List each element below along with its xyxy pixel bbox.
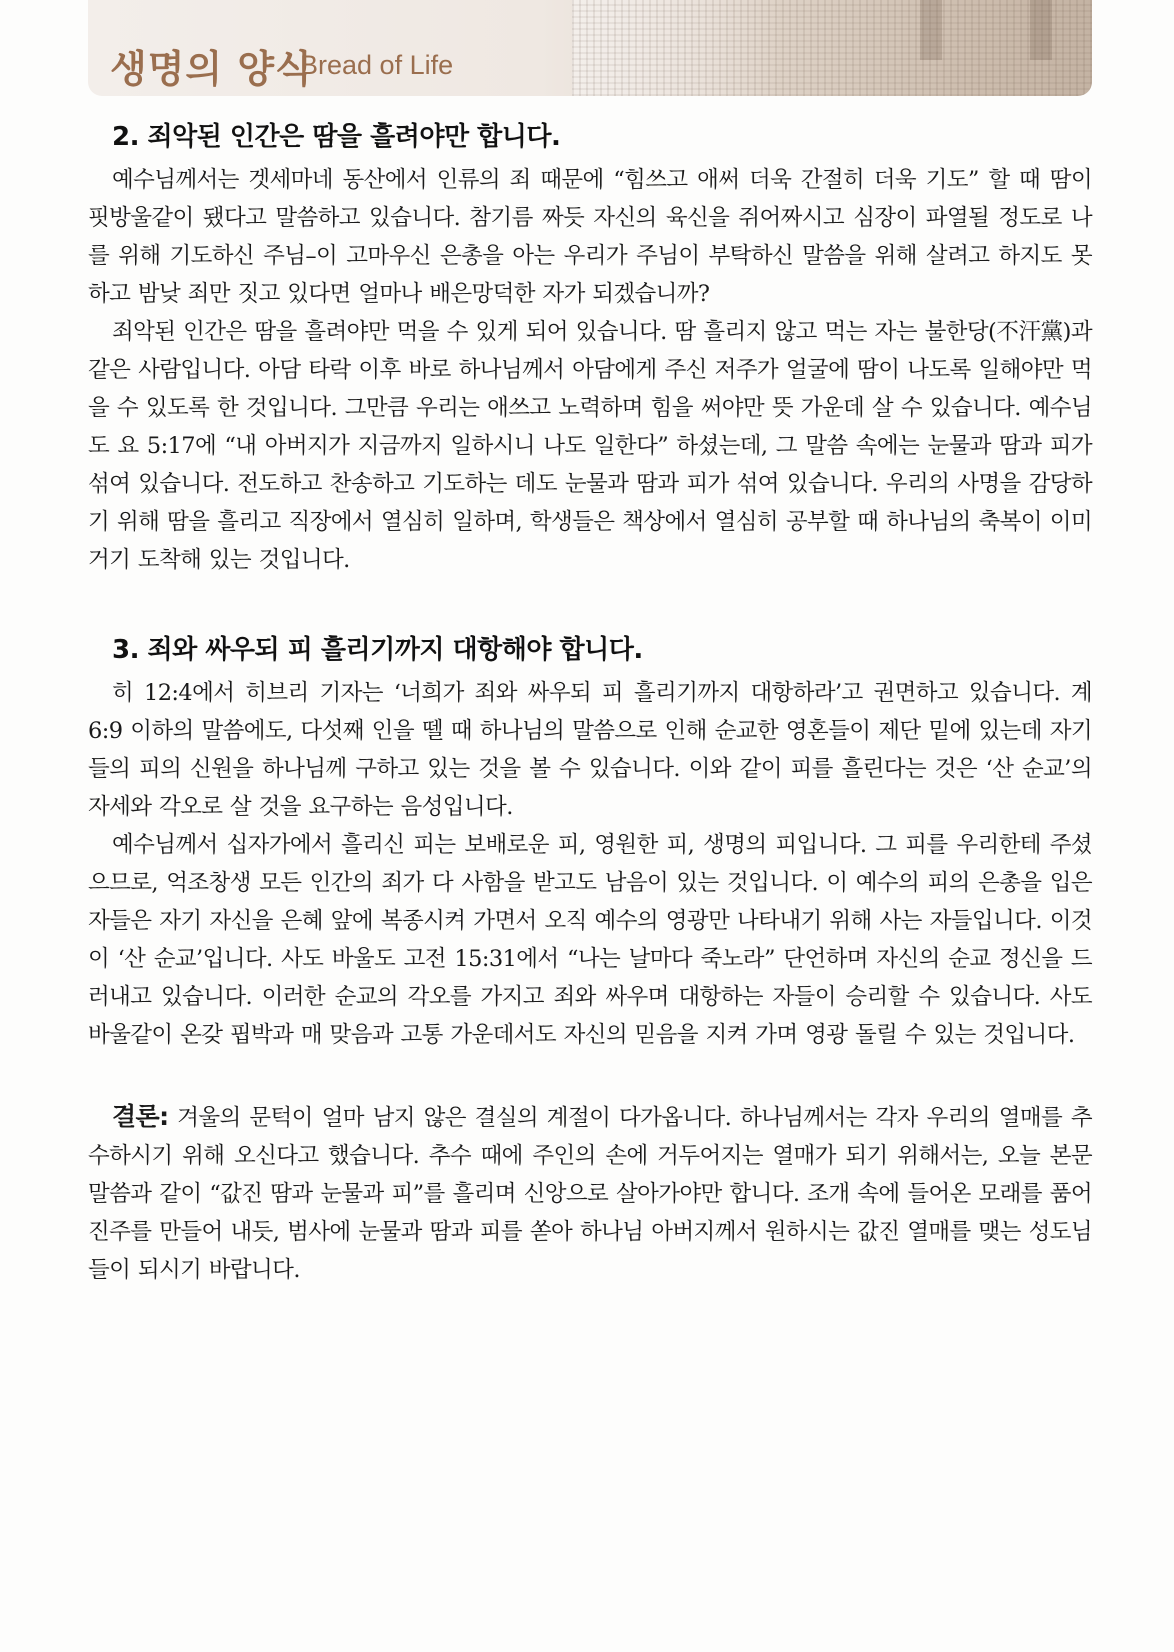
paragraph: 예수님께서 십자가에서 흘리신 피는 보배로운 피, 영원한 피, 생명의 피입니다. 그 피를 우리한테 주셨으므로, 억조창생 모든 인간의 죄가 다 사함을 받고도 남음이 있는 것입니다. 이 예수의 피의 은총을 입은 자들은 자기 자신을 은혜 앞에 복종시켜 가면서 오직 예수의 영광만 나타내기 위해 사는 자들입니다. 이것이 ‘산 순교’입니다. 사도 바울도 고전 15:31에서 “나는 날마다 죽노라” 단언하며 자신의 순교 정신을 드러내고 있습니다. 이러한 순교의 각오를 가지고 죄와 싸우며 대항하는 자들이 승리할 수 있습니다. 사도 바울같이 온갖 핍박과 매 맞음과 고통 가운데서도 자신의 믿음을 지켜 가며 영광 돌릴 수 있는 것입니다. bbox=[88, 832, 1092, 1048]
paragraph: 죄악된 인간은 땀을 흘려야만 먹을 수 있게 되어 있습니다. 땀 흘리지 않고 먹는 자는 불한당(不汗黨)과 같은 사람입니다. 아담 타락 이후 바로 하나님께서 아담에게 주신 저주가 얼굴에 땀이 나도록 일해야만 먹을 수 있도록 한 것입니다. 그만큼 우리는 애쓰고 노력하며 힘을 써야만 뜻 가운데 살 수 있습니다. 예수님도 요 5:17에 “내 아버지가 지금까지 일하시니 나도 일한다” 하셨는데, 그 말씀 속에는 눈물과 땀과 피가 섞여 있습니다. 전도하고 찬송하고 기도하는 데도 눈물과 땀과 피가 섞여 있습니다. 우리의 사명을 감당하기 위해 땀을 흘리고 직장에서 열심히 일하며, 학생들은 책상에서 열심히 공부할 때 하나님의 축복이 이미 거기 도착해 있는 것입니다. bbox=[88, 319, 1092, 573]
decorative-pillar bbox=[920, 0, 942, 60]
paragraph: 히 12:4에서 히브리 기자는 ‘너희가 죄와 싸우되 피 흘리기까지 대항하라’고 권면하고 있습니다. 계 6:9 이하의 말씀에도, 다섯째 인을 뗄 때 하나님의 말씀으로 인해 순교한 영혼들이 제단 밑에 있는데 자기들의 피의 신원을 하나님께 구하고 있는 것을 볼 수 있습니다. 이와 같이 피를 흘린다는 것은 ‘산 순교’의 자세와 각오로 살 것을 요구하는 음성입니다. bbox=[88, 680, 1092, 820]
conclusion-text: 겨울의 문턱이 얼마 남지 않은 결실의 계절이 다가옵니다. 하나님께서는 각자 우리의 열매를 추수하시기 위해 오신다고 했습니다. 추수 때에 주인의 손에 거두어지는 열매가 되기 위해서는, 오늘 본문 말씀과 같이 “값진 땀과 눈물과 피”를 흘리며 신앙으로 살아가야만 합니다. 조개 속에 들어온 모래를 품어 진주를 만들어 내듯, 범사에 눈물과 땀과 피를 쏟아 하나님 아버지께서 원하시는 값진 열매를 맺는 성도님들이 되시기 바랍니다. bbox=[88, 1105, 1092, 1283]
conclusion-label: 결론: bbox=[112, 1102, 169, 1131]
conclusion bbox=[88, 1098, 1092, 1289]
article-body bbox=[88, 116, 1092, 1289]
section-heading: 2. 죄악된 인간은 땀을 흘려야만 합니다. bbox=[112, 122, 561, 152]
paragraph: 예수님께서는 겟세마네 동산에서 인류의 죄 때문에 “힘쓰고 애써 더욱 간절히 더욱 기도” 할 때 땀이 핏방울같이 됐다고 말씀하고 있습니다. 참기름 짜듯 자신의 육신을 쥐어짜시고 심장이 파열될 정도로 나를 위해 기도하신 주님–이 고마우신 은총을 아는 우리가 주님이 부탁하신 말씀을 위해 살려고 하지도 못하고 밤낮 죄만 짓고 있다면 얼마나 배은망덕한 자가 되겠습니까? bbox=[88, 167, 1092, 307]
crowd-photo-background bbox=[572, 0, 1092, 96]
page-subtitle: Bread of Life bbox=[300, 50, 454, 80]
decorative-pillar bbox=[1030, 0, 1052, 60]
conclusion-paragraph bbox=[88, 1098, 1092, 1289]
section-3 bbox=[88, 629, 1092, 1054]
header-banner bbox=[88, 0, 1092, 96]
section-2 bbox=[88, 116, 1092, 579]
section-heading: 3. 죄와 싸우되 피 흘리기까지 대항해야 합니다. bbox=[112, 635, 643, 665]
page-title: 생명의 양식 bbox=[110, 47, 313, 91]
